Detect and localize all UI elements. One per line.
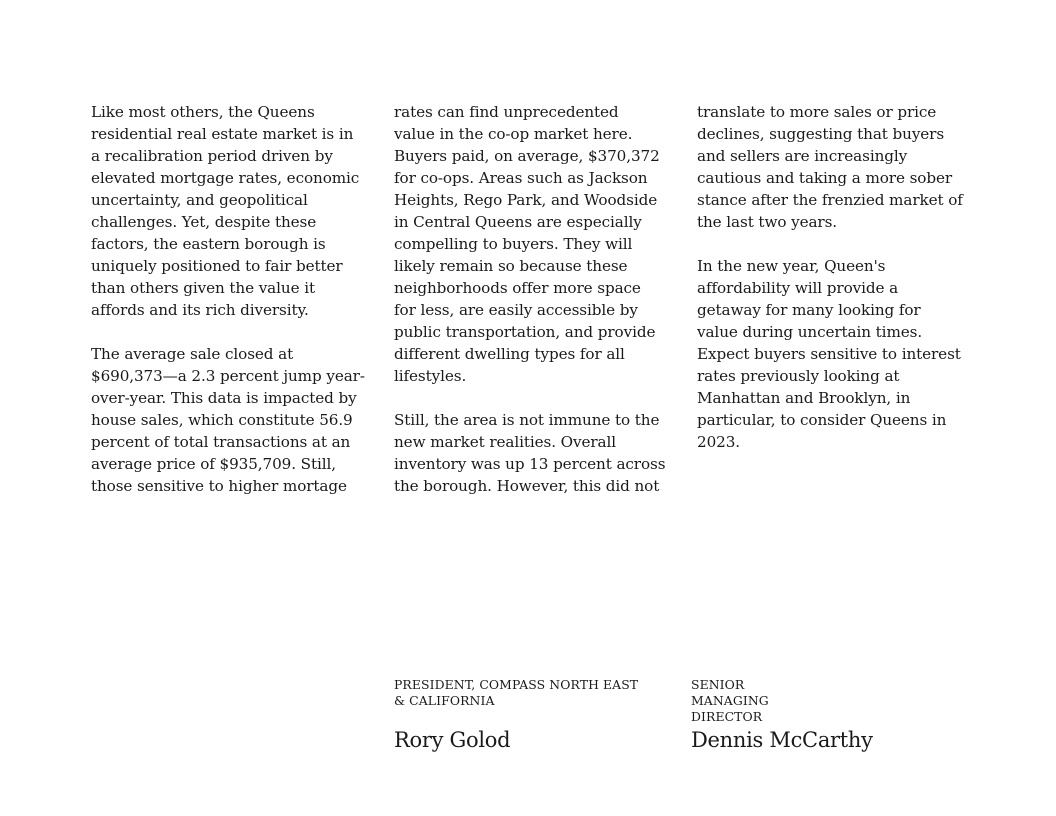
article-column-2 [394,101,669,497]
signature-name: Rory Golod [394,728,511,752]
article-column-1 [91,101,366,497]
signature-block-dennis-mccarthy [691,677,941,752]
column1-paragraph2: The average sale closed at $690,373—a 2.3 percent jump year- over-year. This data is impacted by house sales, which constitute 56.9 percent of total transactions at an average price of $935,709. Still, those sensitive to higher mortage [91,345,365,495]
signature-title: PRESIDENT, COMPASS NORTH EAST & CALIFORNIA [394,677,639,708]
column2-paragraph2: Still, the area is not immune to the new market realities. Overall inventory was up 13 percent across the borough. However, this did not [394,411,666,495]
signature-block-rory-golod [394,677,644,752]
column3-paragraph1: translate to more sales or price declines, suggesting that buyers and sellers are increasingly cautious and taking a more sober stance after the frenzied market of the last two years. [697,103,963,231]
column1-paragraph1: Like most others, the Queens residential real estate market is in a recalibration period driven by elevated mortgage rates, economic uncertainty, and geopolitical challenges. Yet, despite these factors, the eastern borough is uniquely positioned to fair better than others given the value it affords and its rich diversity. [91,103,360,319]
column2-paragraph1: rates can find unprecedented value in the co-op market here. Buyers paid, on average, $370,372 for co-ops. Areas such as Jackson Heights, Rego Park, and Woodside in Central Queens are especially compelling to buyers. They will likely remain so because these neighborhoods offer more space for less, are easily accessible by public transportation, and provide different dwelling types for all lifestyles. [394,103,660,385]
signature-title: SENIOR MANAGING DIRECTOR [691,677,769,724]
article-column-3 [697,101,972,453]
signature-name: Dennis McCarthy [691,728,873,752]
column3-paragraph2: In the new year, Queen's affordability will provide a getaway for many looking for value during uncertain times. Expect buyers sensitive to interest rates previously looking at Manhattan and Brooklyn, in particular, to consider Queens in 2023. [697,257,961,451]
